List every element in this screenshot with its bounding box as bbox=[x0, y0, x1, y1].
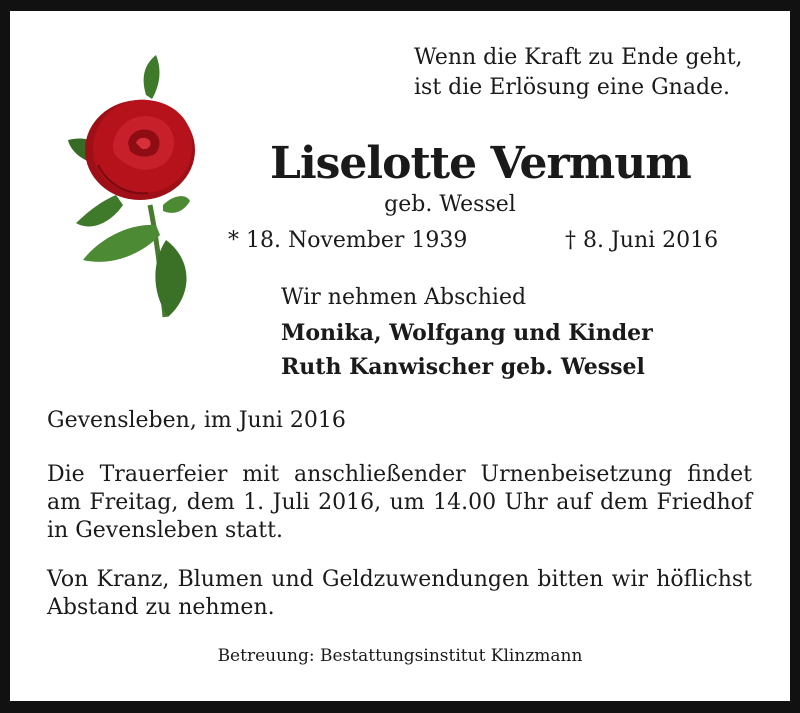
deceased-name: Liselotte Vermum bbox=[270, 138, 691, 189]
place-date: Gevensleben, im Juni 2016 bbox=[47, 408, 346, 433]
undertaker-credit: Betreuung: Bestattungsinstitut Klinzmann bbox=[217, 646, 583, 666]
birth-date: * 18. November 1939 bbox=[228, 228, 468, 253]
mourner-line-1: Monika, Wolfgang und Kinder bbox=[281, 320, 653, 346]
ceremony-text: Die Trauerfeier mit anschließender Urnenbeisetzung findet am Freitag, dem 1. Juli 2016, um 14.00 Uhr auf dem Friedhof in Gevensleben statt. bbox=[47, 462, 752, 543]
red-rose-icon bbox=[68, 55, 208, 325]
motto-line-2: ist die Erlösung eine Gnade. bbox=[414, 75, 731, 100]
flowers-request-text: Von Kranz, Blumen und Geldzuwendungen bitten wir höflichst Abstand zu nehmen. bbox=[47, 567, 752, 620]
death-date: † 8. Juni 2016 bbox=[565, 228, 719, 253]
farewell-line: Wir nehmen Abschied bbox=[281, 285, 527, 310]
mourner-line-2: Ruth Kanwischer geb. Wessel bbox=[281, 354, 645, 380]
maiden-name: geb. Wessel bbox=[384, 192, 516, 217]
motto-line-1: Wenn die Kraft zu Ende geht, bbox=[414, 45, 743, 70]
